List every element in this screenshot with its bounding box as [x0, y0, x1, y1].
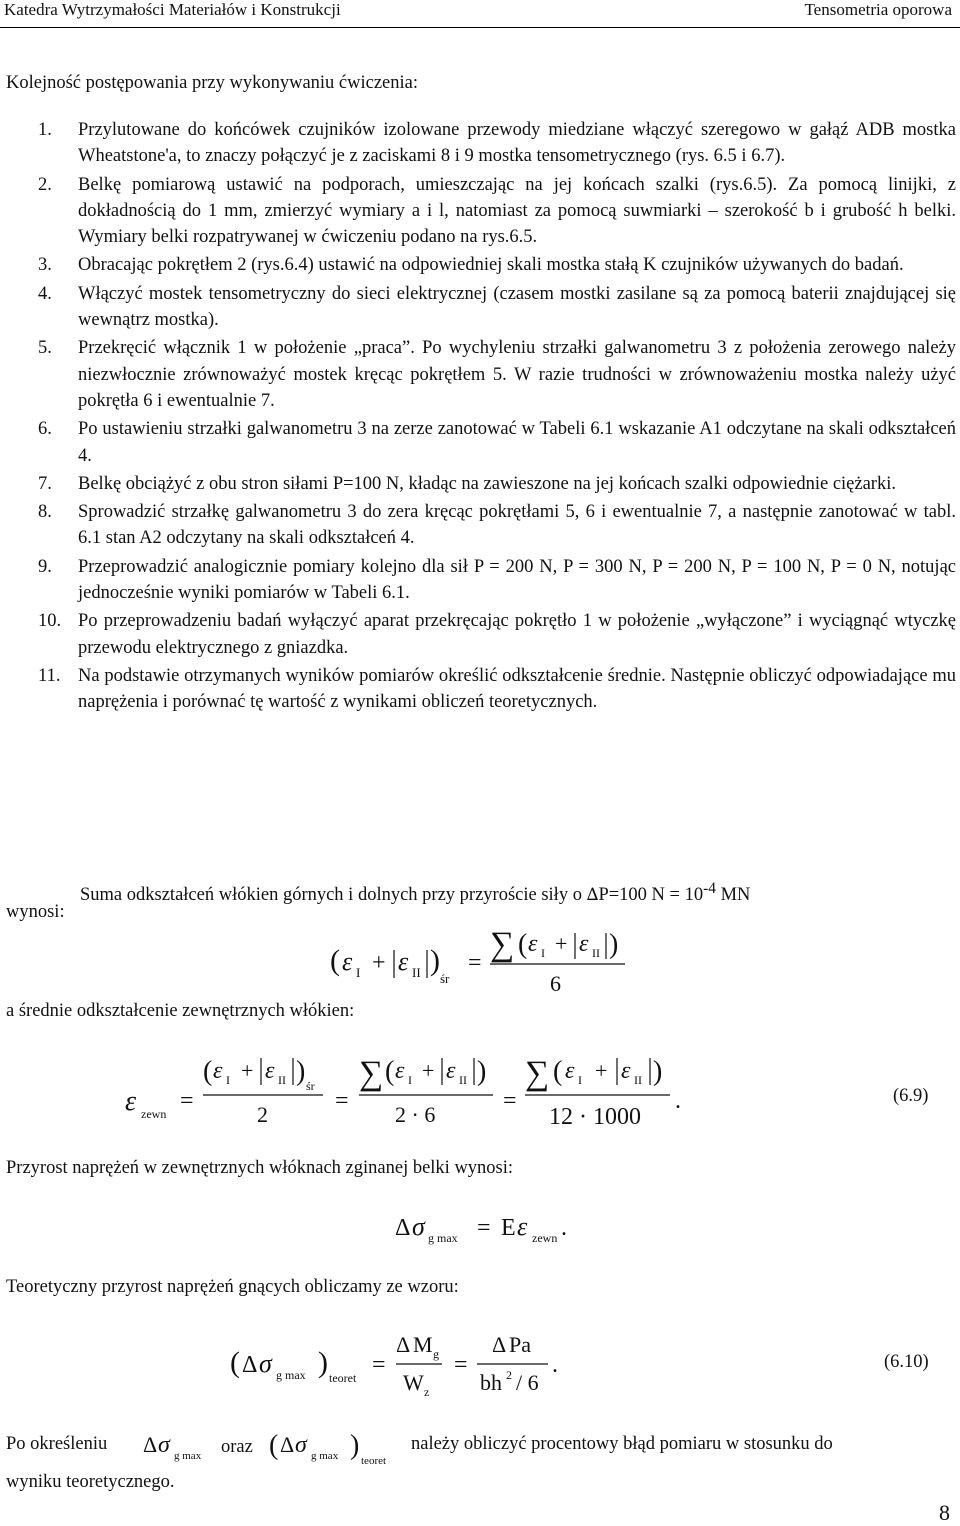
- step-number: 9.: [38, 556, 52, 577]
- delta-symbol: Δ: [396, 1332, 411, 1357]
- delta-symbol: Δ: [395, 1215, 411, 1241]
- sum-unit: MN: [715, 885, 751, 906]
- eps-symbol: ε: [395, 1058, 405, 1084]
- header-department: Katedra Wytrzymałości Materiałów i Konstrukcji: [4, 0, 341, 19]
- sigma-symbol: σ: [259, 1349, 272, 1378]
- sub-gmax: g max: [276, 1368, 306, 1382]
- sum-load: P=100 N = 10: [598, 885, 704, 906]
- paren-open: (: [203, 1056, 213, 1087]
- period: .: [675, 1088, 681, 1114]
- procedure-step-5: [38, 335, 956, 414]
- procedure-steps: [38, 117, 956, 718]
- period: .: [552, 1352, 558, 1378]
- paren-close: ): [609, 929, 619, 960]
- step-number: 1.: [38, 120, 52, 140]
- final-sentence-end: wyniku teoretycznego.: [6, 1472, 175, 1492]
- sub-gmax: g max: [428, 1231, 458, 1245]
- delta-symbol: Δ: [242, 1352, 258, 1378]
- plus: +: [422, 1058, 435, 1083]
- final-sentence-tail: należy obliczyć procentowy błąd pomiaru w stosunku do: [411, 1434, 833, 1454]
- paren-close: ): [318, 1346, 328, 1379]
- procedure-step-10: [38, 608, 956, 661]
- sub-i: I: [578, 1073, 582, 1087]
- equals: =: [477, 1215, 491, 1241]
- procedure-step-4: [38, 281, 956, 334]
- theoretical-stress-label: Teoretyczny przyrost naprężeń gnących obliczamy ze wzoru:: [6, 1277, 459, 1297]
- sum-text: Suma odkształceń włókien górnych i dolnych przy przyroście siły o: [80, 885, 582, 906]
- sigma-symbol: σ: [412, 1212, 425, 1241]
- sum-symbol: ∑: [359, 1055, 384, 1092]
- step-text: Po ustawieniu strzałki galwanometru 3 na zerze zanotować w Tabeli 6.1 wskazanie A1 odczytane na skali odkształceń 4.: [78, 419, 956, 466]
- sub-gmax: g max: [174, 1450, 202, 1462]
- step-text: Na podstawie otrzymanych wyników pomiarów określić odkształcenie średnie. Następnie obliczyć odpowiadające mu naprężenia i porównać tę wartość z wynikami obliczeń teoretycznych.: [78, 665, 956, 713]
- sub-ii: II: [634, 1073, 642, 1087]
- plus: +: [555, 931, 568, 956]
- oraz-text: oraz: [221, 1437, 253, 1457]
- step-text: Sprowadzić strzałkę galwanometru 3 do zera kręcąc pokrętłami 5, 6 i ewentualnie 7, a następnie zanotować w tabl. 6.1 stan A2 odczytany na skali odkształceń 4.: [78, 502, 956, 549]
- step-number: 10.: [38, 611, 62, 632]
- procedure-step-2: [38, 172, 956, 251]
- equals: =: [468, 950, 482, 976]
- sigma-symbol: σ: [158, 1432, 170, 1458]
- sub-gmax: g max: [311, 1450, 339, 1462]
- sub-g: g: [433, 1347, 439, 1361]
- paren-close: ): [653, 1056, 663, 1087]
- denominator: 6: [550, 971, 561, 996]
- eps-symbol: ε: [398, 947, 409, 976]
- procedure-step-7: [38, 471, 956, 497]
- step-text: Obracając pokrętłem 2 (rys.6.4) ustawić na odpowiedniej skali mostka stałą K czujników używanych do badań.: [78, 255, 904, 276]
- sub-zewn: zewn: [141, 1107, 167, 1121]
- delta-symbol: Δ: [143, 1432, 158, 1457]
- denominator: 2 · 6: [395, 1102, 436, 1127]
- young-modulus: E: [501, 1215, 516, 1241]
- step-number: 8.: [38, 502, 52, 523]
- sum-symbol: ∑: [525, 1055, 550, 1092]
- plus: +: [372, 950, 386, 976]
- denominator-divisor: / 6: [516, 1370, 539, 1395]
- eps-symbol: ε: [517, 1212, 528, 1241]
- step-text: Przeprowadzić analogicznie pomiary kolejno dla sił P = 200 N, P = 300 N, P = 200 N, P = 100 N, P = 0 N, notując jednocześnie wyniki pomiarów w Tabeli 6.1.: [78, 556, 956, 604]
- step-text: Po przeprowadzeniu badań wyłączyć aparat przekręcając pokrętło 1 w położenie „wyłączone” i wyciągnąć wtyczkę przewodu elektrycznego z gniazdka.: [78, 611, 956, 658]
- paren-open: (: [385, 1056, 395, 1087]
- sub-i: I: [541, 946, 545, 960]
- paren-close: ): [430, 944, 440, 977]
- average-strain-label: a średnie odkształcenie zewnętrznych włókien:: [6, 1001, 355, 1021]
- paren-close: ): [477, 1056, 487, 1087]
- eps-symbol: ε: [342, 947, 353, 976]
- denominator: 2: [257, 1102, 268, 1127]
- eps-symbol: ε: [621, 1058, 631, 1084]
- delta-symbol: Δ: [492, 1332, 507, 1357]
- equation-number-6-10: (6.10): [884, 1352, 929, 1372]
- sub-i: I: [226, 1073, 230, 1087]
- delta-symbol: ∆: [586, 885, 599, 906]
- eps-symbol: ε: [565, 1058, 575, 1084]
- step-text: Włączyć mostek tensometryczny do sieci elektrycznej (czasem mostki zasilane są za pomocą baterii znajdującej się wewnątrz mostka).: [78, 283, 956, 331]
- sub-sr: śr: [440, 971, 450, 986]
- equation-6-10: [230, 1322, 570, 1402]
- sub-teoret: teoret: [329, 1371, 357, 1385]
- equals: =: [372, 1352, 386, 1378]
- strain-sum-sentence: [80, 876, 956, 908]
- delta-symbol: Δ: [280, 1432, 295, 1457]
- equation-6-9: [125, 1040, 725, 1130]
- step-number: 7.: [38, 473, 52, 494]
- eps-symbol: ε: [528, 931, 538, 957]
- procedure-step-8: [38, 499, 956, 552]
- procedure-step-1: [38, 117, 956, 170]
- step-number: 3.: [38, 255, 52, 276]
- numerator: Pa: [509, 1332, 531, 1357]
- procedure-heading: Kolejność postępowania przy wykonywaniu ćwiczenia:: [6, 73, 419, 93]
- equation-number-6-9: (6.9): [893, 1086, 929, 1106]
- step-text: Belkę pomiarową ustawić na podporach, umieszczając na jej końcach szalki (rys.6.5). Za pomocą linijki, z dokładnością do 1 mm, zmierzyć wymiary a i l, natomiast za pomocą suwmiarki – szerokość b i grubość h belki. Wymiary belki rozpatrywanej w ćwiczeniu podano na rys.6.5.: [78, 174, 956, 248]
- sub-z: z: [424, 1385, 430, 1399]
- section-modulus: W: [403, 1370, 424, 1395]
- paren-open: (: [269, 1430, 279, 1461]
- sum-exponent: -4: [703, 880, 716, 897]
- page-number: 8: [939, 1500, 950, 1525]
- procedure-step-11: [38, 663, 956, 716]
- equals: =: [180, 1088, 194, 1114]
- paren-open: (: [330, 944, 340, 977]
- paren-open: (: [230, 1346, 240, 1379]
- page-header: [0, 0, 960, 30]
- eps-symbol: ε: [446, 1058, 456, 1084]
- exponent: 2: [506, 1368, 512, 1382]
- sub-zewn: zewn: [532, 1231, 558, 1245]
- step-number: 5.: [38, 338, 52, 359]
- wynosi-label: wynosi:: [6, 902, 65, 922]
- paren-open: (: [518, 929, 528, 960]
- procedure-step-6: [38, 416, 956, 469]
- equation-mean-strain-sum: [330, 925, 650, 1000]
- eps-symbol: ε: [213, 1058, 223, 1084]
- sub-i: I: [408, 1073, 412, 1087]
- sub-ii: II: [278, 1073, 286, 1087]
- sigma-symbol: σ: [295, 1432, 307, 1458]
- eps-symbol: ε: [125, 1086, 137, 1117]
- sub-sr: śr: [306, 1079, 315, 1093]
- plus: +: [595, 1058, 608, 1083]
- eps-symbol: ε: [265, 1058, 275, 1084]
- inline-sigma-pair: [143, 1426, 405, 1468]
- equation-stress-increment: [395, 1205, 605, 1250]
- step-number: 2.: [38, 174, 52, 195]
- equals: =: [503, 1088, 517, 1114]
- denominator: 12 · 1000: [549, 1104, 641, 1130]
- moment: M: [413, 1332, 433, 1357]
- step-number: 4.: [38, 283, 52, 304]
- sub-ii: II: [412, 965, 421, 980]
- denominator: bh: [480, 1370, 502, 1395]
- header-topic: Tensometria oporowa: [804, 0, 952, 19]
- step-text: Belkę obciążyć z obu stron siłami P=100 N, kładąc na zawieszone na jej końcach szalki odpowiednie ciężarki.: [78, 473, 896, 494]
- plus: +: [241, 1058, 254, 1083]
- sub-ii: II: [592, 946, 600, 960]
- paren-close: ): [350, 1430, 360, 1461]
- step-number: 6.: [38, 419, 52, 440]
- procedure-step-9: [38, 554, 956, 607]
- paren-close: ): [296, 1056, 306, 1087]
- procedure-step-3: [38, 252, 956, 278]
- sum-symbol: ∑: [490, 926, 515, 963]
- period: .: [561, 1215, 567, 1241]
- step-text: Przekręcić włącznik 1 w położenie „praca”. Po wychyleniu strzałki galwanometru 3 z położenia zerowego należy niezwłocznie zrównoważyć mostek kręcąc pokrętłem 5. W razie trudności w zrównoważeniu mostka należy użyć pokrętła 6 i ewentualnie 7.: [78, 338, 956, 411]
- paren-open: (: [553, 1056, 563, 1087]
- equals: =: [454, 1352, 468, 1378]
- sub-i: I: [356, 965, 361, 980]
- step-text: Przylutowane do końcówek czujników izolowane przewody miedziane włączyć szeregowo w gałąź ADB mostka Wheatstone'a, to znaczy połączyć je z zaciskami 8 i 9 mostka tensometrycznego (rys. 6.5 i 6.7).: [78, 120, 956, 167]
- equals: =: [335, 1088, 349, 1114]
- stress-increment-label: Przyrost naprężeń w zewnętrznych włóknach zginanej belki wynosi:: [6, 1158, 514, 1178]
- header-rule: [0, 27, 960, 28]
- sub-ii: II: [459, 1073, 467, 1087]
- step-number: 11.: [38, 665, 61, 686]
- final-sentence-start: Po określeniu: [6, 1434, 108, 1454]
- sub-teoret: teoret: [361, 1455, 387, 1467]
- eps-symbol: ε: [579, 931, 589, 957]
